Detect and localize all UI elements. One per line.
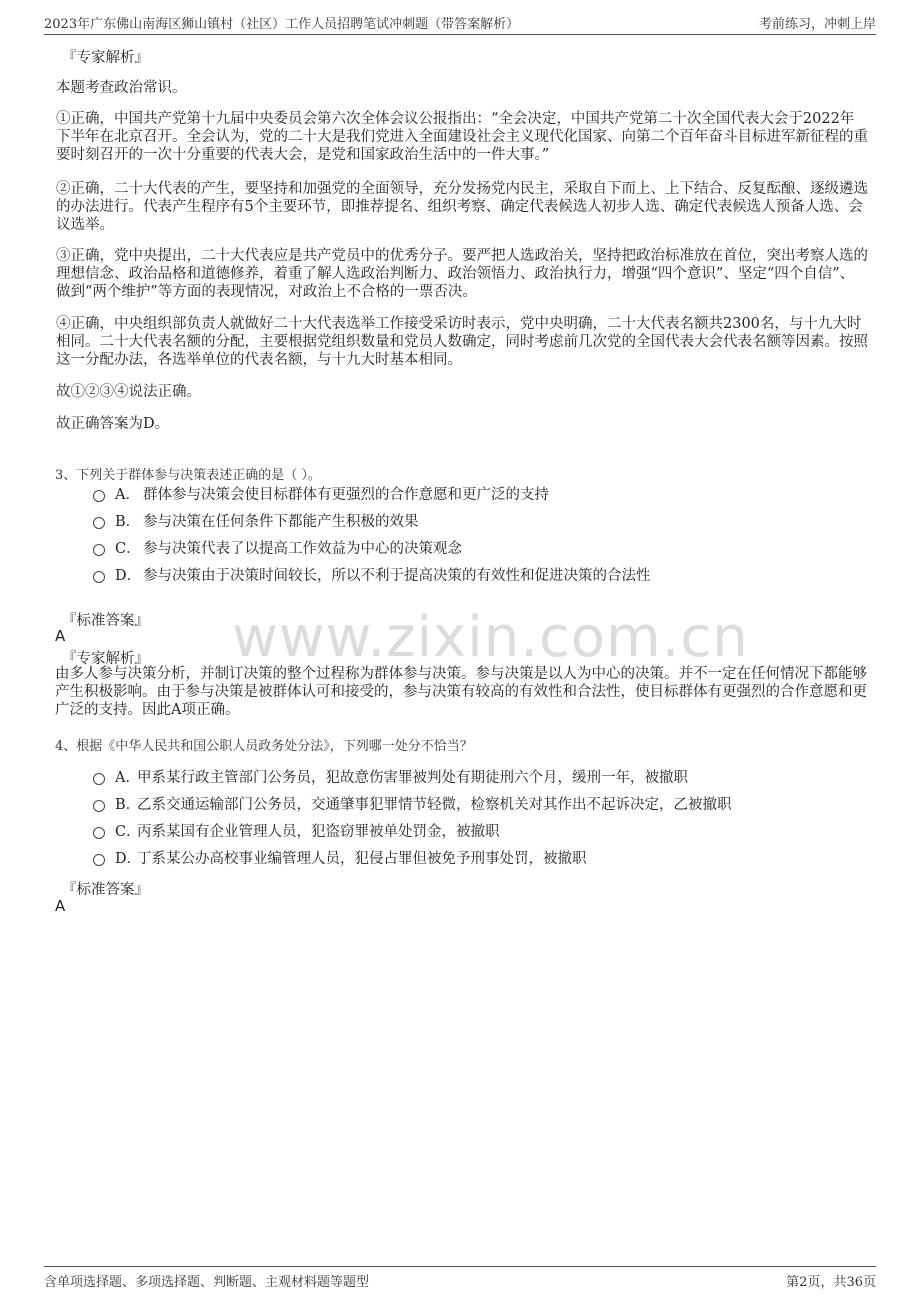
q3-option-c[interactable] [93, 539, 462, 559]
option-letter: C． [115, 541, 141, 557]
option-letter: A． [115, 770, 140, 786]
option-text: 参与决策在任何条件下都能产生积极的效果 [143, 514, 419, 530]
header-slogan: 考前练习，冲刺上岸 [758, 17, 876, 32]
q2-para-2 [56, 180, 868, 234]
option-text: 乙系交通运输部门公务员，交通肇事犯罪情节轻微，检察机关对其作出不起诉决定，乙被撤职 [137, 797, 732, 813]
option-letter: A． [115, 487, 140, 503]
q3-answer-label: 『标准答案』 [62, 613, 149, 629]
paragraph: ④正确，中央组织部负责人就做好二十大代表选举工作接受采访时表示，党中央明确，二十大代表名额共2300名，与十九大时相同。二十大代表名额的分配，主要根据党组织数量和党员人数确定，同时考虑前几次党的全国代表大会代表名额等因素。按照这一分配办法，各选举单位的代表名额，与十九大时基本相同。 [56, 316, 868, 368]
page-header [44, 10, 876, 35]
q2-para-4 [56, 315, 868, 369]
q4-option-b[interactable] [93, 795, 732, 815]
q3-question: 3、下列关于群体参与决策表述正确的是（ ）。 [55, 468, 321, 483]
q4-option-c[interactable] [93, 822, 500, 842]
paragraph: ①正确，中国共产党第十九届中央委员会第六次全体会议公报指出：“全会决定，中国共产党第二十次全国代表大会于2022年下半年在北京召开。全会认为，党的二十大是我们党进入全面建设社会主义现代化国家、向第二个百年奋斗目标进军新征程的重要时刻召开的一次十分重要的代表大会，是党和国家政治生活中的一件大事。” [56, 111, 868, 163]
q2-para-5 [56, 383, 868, 401]
option-text: 参与决策代表了以提高工作效益为中心的决策观念 [143, 541, 462, 557]
option-text: 甲系某行政主管部门公务员，犯故意伤害罪被判处有期徒刑六个月，缓刑一年，被撤职 [137, 770, 688, 786]
option-letter: D． [115, 851, 142, 867]
q3-option-d[interactable] [93, 566, 651, 586]
q3-option-a[interactable] [93, 485, 549, 505]
q4-question: 4、根据《中华人民共和国公职人员政务处分法》，下列哪一处分不恰当？ [55, 739, 473, 754]
radio-icon[interactable] [93, 571, 105, 583]
paragraph: 本题考查政治常识。 [56, 80, 187, 96]
option-text: 群体参与决策会使目标群体有更强烈的合作意愿和更广泛的支持 [143, 487, 549, 503]
q3-analysis-label: 『专家解析』 [62, 651, 149, 667]
q3-answer: A [55, 627, 66, 645]
q2-para-6 [56, 415, 868, 433]
paragraph: ②正确，二十大代表的产生，要坚持和加强党的全面领导，充分发扬党内民主，采取自下而上、上下结合、反复酝酿、逐级遴选的办法进行。代表产生程序有5个主要环节，即推荐提名、组织考察、确定代表候选人初步人选、确定代表候选人预备人选、会议选举。 [56, 181, 868, 233]
q3-analysis [55, 665, 867, 719]
radio-icon[interactable] [93, 517, 105, 529]
option-letter: B． [115, 514, 141, 530]
q4-option-a[interactable] [93, 768, 688, 788]
watermark: www.zixin.com.cn [232, 605, 749, 670]
q2-para-0 [56, 79, 868, 97]
option-text: 丙系某国有企业管理人员，犯盗窃罪被单处罚金，被撤职 [137, 824, 500, 840]
option-text: 丁系某公办高校事业编管理人员，犯侵占罪但被免予刑事处罚，被撤职 [137, 851, 587, 867]
document-title: 2023年广东佛山南海区狮山镇村（社区）工作人员招聘笔试冲刺题（带答案解析） [44, 17, 520, 32]
page-footer [44, 1266, 876, 1291]
option-letter: D． [115, 568, 142, 584]
radio-icon[interactable] [93, 490, 105, 502]
q4-answer: A [55, 897, 66, 915]
question-types: 含单项选择题、多项选择题、判断题、主观材料题等题型 [44, 1275, 370, 1290]
option-letter: C． [115, 824, 141, 840]
q2-para-3 [56, 247, 868, 301]
option-letter: B． [115, 797, 141, 813]
page-number: 第2页，共36页 [786, 1275, 876, 1290]
q3-option-b[interactable] [93, 512, 419, 532]
option-text: 参与决策由于决策时间较长，所以不利于提高决策的有效性和促进决策的合法性 [143, 568, 651, 584]
radio-icon[interactable] [93, 854, 105, 866]
radio-icon[interactable] [93, 773, 105, 785]
q4-answer-label: 『标准答案』 [62, 882, 149, 898]
q2-para-1 [56, 110, 868, 164]
paragraph: 故①②③④说法正确。 [56, 384, 201, 400]
paragraph: ③正确，党中央提出，二十大代表应是共产党员中的优秀分子。要严把人选政治关，坚持把政治标准放在首位，突出考察人选的理想信念、政治品格和道德修养，着重了解人选政治判断力、政治领悟力、政治执行力，增强“四个意识”、坚定“四个自信”、做到“两个维护”等方面的表现情况，对政治上不合格的一票否决。 [56, 248, 868, 300]
paragraph: 故正确答案为D。 [56, 416, 170, 432]
paragraph: 由多人参与决策分析，并制订决策的整个过程称为群体参与决策。参与决策是以人为中心的决策。并不一定在任何情况下都能够产生积极影响。由于参与决策是被群体认可和接受的，参与决策有较高的有效性和合法性，使目标群体有更强烈的合作意愿和更广泛的支持。因此A项正确。 [55, 666, 867, 718]
radio-icon[interactable] [93, 800, 105, 812]
radio-icon[interactable] [93, 544, 105, 556]
radio-icon[interactable] [93, 827, 105, 839]
q2-analysis-label: 『专家解析』 [62, 50, 149, 66]
q4-option-d[interactable] [93, 849, 587, 869]
